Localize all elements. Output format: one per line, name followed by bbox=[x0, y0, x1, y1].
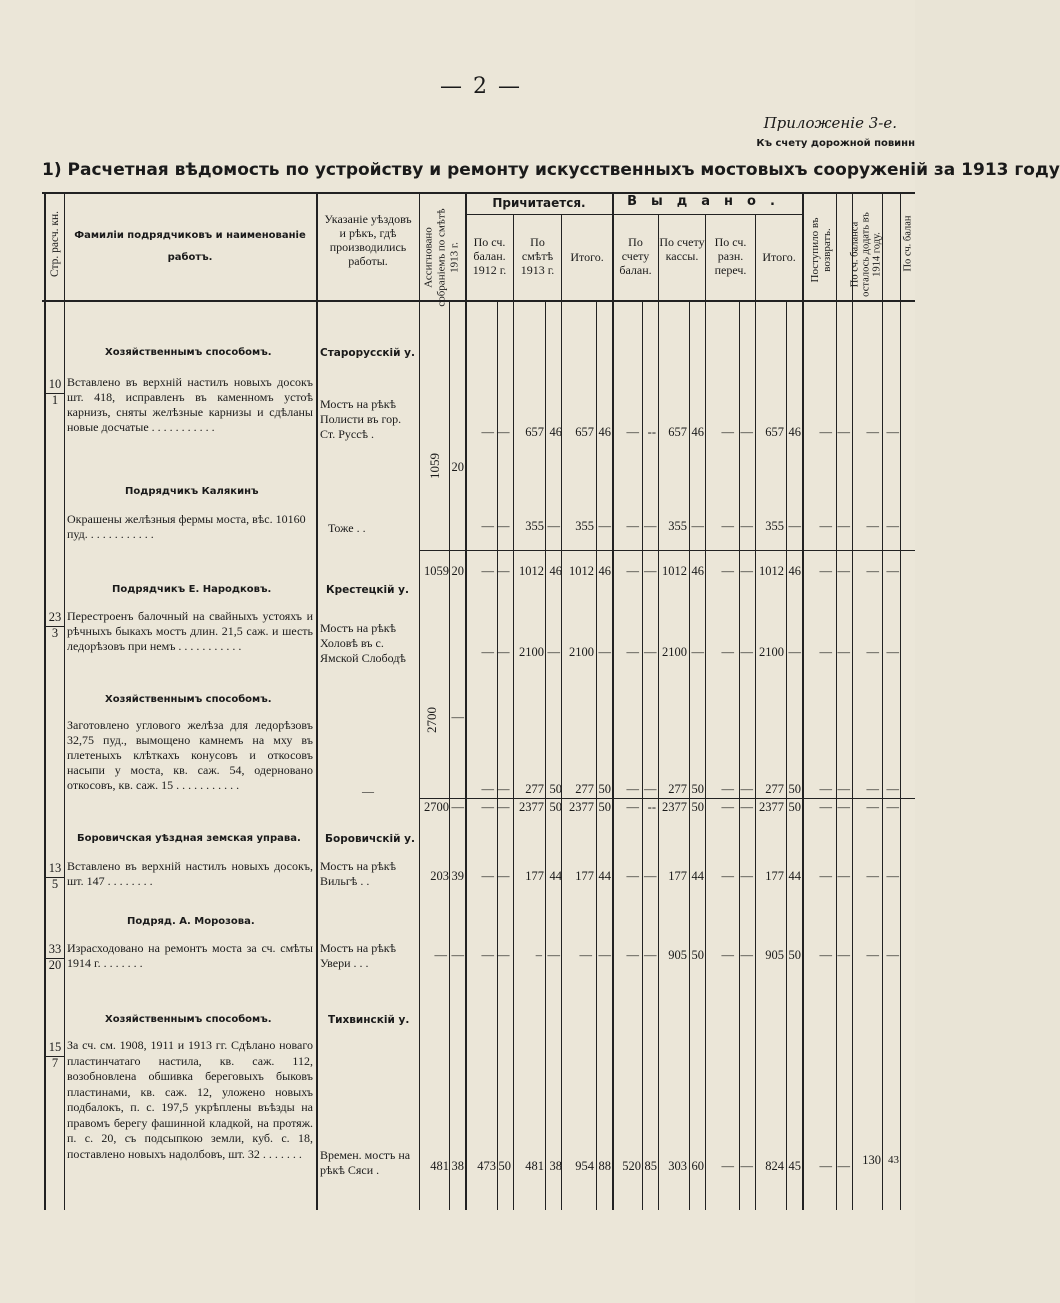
header-last: По сч. балан bbox=[902, 215, 914, 272]
dash: — bbox=[721, 948, 734, 962]
dash: — bbox=[721, 519, 734, 533]
due-value: 2100 bbox=[519, 645, 544, 659]
work-description: Окрашены желѣзныя фермы моста, вѣс. 10160 пуд. . . . . . . . . . . . bbox=[67, 512, 306, 541]
dash: — bbox=[886, 948, 899, 962]
cash-kop: 50 bbox=[691, 948, 704, 962]
dash: — bbox=[819, 782, 832, 796]
dash: — bbox=[497, 800, 510, 814]
dash: — bbox=[547, 519, 560, 533]
subtotal-issued-kop: 46 bbox=[788, 564, 801, 578]
dash: — bbox=[819, 645, 832, 659]
location-text: Мостъ на рѣкѣ Холовѣ въ с. Ямской Слободѣ bbox=[320, 621, 406, 665]
work-description: Израсходовано на ремонтъ моста за сч. смѣты 1914 г. . . . . . . . bbox=[67, 941, 313, 970]
dash: — bbox=[819, 1159, 832, 1173]
dash: — bbox=[740, 782, 753, 796]
dash: — bbox=[626, 425, 639, 439]
dash: — bbox=[451, 710, 464, 724]
location-text: Мостъ на рѣкѣ Полисти въ гор. Ст. Руссѣ . bbox=[320, 397, 402, 441]
issued-value: 355 bbox=[765, 519, 784, 533]
dash: — bbox=[481, 869, 494, 883]
total-value: 177 bbox=[575, 869, 594, 883]
subtotal-due: 2377 bbox=[519, 800, 544, 814]
header-due-est: По смѣтѣ 1913 г. bbox=[520, 235, 555, 277]
section-title: Боровичская уѣздная земская управа. bbox=[77, 833, 301, 844]
dash: — bbox=[721, 1159, 734, 1173]
dash: – bbox=[535, 948, 542, 962]
subtotal-issued: 1012 bbox=[759, 564, 784, 578]
dash: — bbox=[740, 1159, 753, 1173]
dash: — bbox=[819, 800, 832, 814]
dash: — bbox=[497, 782, 510, 796]
issued-value: 2100 bbox=[759, 645, 784, 659]
dash: — bbox=[819, 519, 832, 533]
work-description: Заготовлено углового желѣза для ледорѣзовъ 32,75 пуд., вымощено камнемъ на мху въ плетеныхъ клѣткахъ конусовъ и откосовъ насыпи у моста, кв. саж. 54, одерновано откосовъ, кв. саж. 15 . . . . . . . . . . . bbox=[67, 718, 313, 792]
dash: — bbox=[837, 425, 850, 439]
assigned-value: 203 bbox=[430, 869, 449, 883]
dash: — bbox=[644, 869, 657, 883]
due-value: 481 bbox=[525, 1159, 544, 1173]
dash: — bbox=[886, 869, 899, 883]
balance-kop: 50 bbox=[498, 1159, 511, 1173]
dash: — bbox=[497, 869, 510, 883]
iss-balance-kop: 85 bbox=[644, 1159, 657, 1173]
total-kop: 88 bbox=[598, 1159, 611, 1173]
subtotal-assigned-kop: 20 bbox=[451, 564, 464, 578]
dash: — bbox=[866, 425, 879, 439]
header-str: Стр. расч. кн. bbox=[49, 210, 61, 278]
dash: — bbox=[837, 519, 850, 533]
dash: — bbox=[451, 948, 464, 962]
subtotal-cash: 2377 bbox=[662, 800, 687, 814]
page-number: — 2 — bbox=[440, 74, 522, 99]
ref-b: 3 bbox=[46, 626, 64, 639]
issued-kop: 50 bbox=[788, 782, 801, 796]
assigned-kop: 20 bbox=[451, 460, 464, 474]
dash: — bbox=[497, 645, 510, 659]
location-text: Времен. мостъ на рѣкѣ Сяси . bbox=[320, 1148, 411, 1177]
uezd-title: Крестецкiй у. bbox=[326, 584, 410, 596]
dash: — bbox=[644, 948, 657, 962]
dash: — bbox=[497, 425, 510, 439]
balance-value: 473 bbox=[477, 1159, 496, 1173]
header-location: Указанiе уѣздовъ и рѣкъ, гдѣ производились работы. bbox=[324, 212, 412, 268]
dash: — bbox=[866, 800, 879, 814]
dash: — bbox=[740, 645, 753, 659]
cash-kop: 60 bbox=[691, 1159, 704, 1173]
dash: — bbox=[481, 425, 494, 439]
dash: — bbox=[886, 782, 899, 796]
dash: — bbox=[481, 645, 494, 659]
subtotal-due-kop: 46 bbox=[549, 564, 562, 578]
dash: — bbox=[788, 645, 801, 659]
subtotal-assigned: 1059 bbox=[424, 564, 449, 578]
section-title: Хозяйственнымъ способомъ. bbox=[105, 1014, 272, 1025]
header-iss-misc: По сч. разн. переч. bbox=[714, 235, 747, 277]
total-value: 355 bbox=[575, 519, 594, 533]
dash: — bbox=[626, 800, 639, 814]
dash: — bbox=[837, 782, 850, 796]
header-assigned: Ассигновано собранiемъ по смѣтѣ 1913 г. bbox=[422, 208, 461, 307]
dash: — bbox=[481, 948, 494, 962]
ref-a: 15 bbox=[48, 1040, 62, 1054]
iss-balance-value: 520 bbox=[622, 1159, 641, 1173]
dash: — bbox=[886, 645, 899, 659]
due-value: 657 bbox=[525, 425, 544, 439]
dash: — bbox=[866, 645, 879, 659]
dash: — bbox=[644, 519, 657, 533]
assigned-kop: 39 bbox=[451, 869, 464, 883]
cash-value: 355 bbox=[668, 519, 687, 533]
dash: — bbox=[866, 869, 879, 883]
dash: — bbox=[626, 869, 639, 883]
total-kop: 46 bbox=[598, 425, 611, 439]
due-kop: 46 bbox=[549, 425, 562, 439]
appendix-label: Приложенiе 3-е. bbox=[763, 114, 897, 132]
assigned-value: 481 bbox=[430, 1159, 449, 1173]
subtotal-cash-kop: 46 bbox=[691, 564, 704, 578]
cash-value: 905 bbox=[668, 948, 687, 962]
dash: — bbox=[837, 645, 850, 659]
due-value: 355 bbox=[525, 519, 544, 533]
dash: — bbox=[598, 645, 611, 659]
dash: — bbox=[721, 800, 734, 814]
issued-value: 824 bbox=[765, 1159, 784, 1173]
location-text: Мостъ на рѣкѣ Увери . . . bbox=[320, 941, 397, 970]
dash: — bbox=[866, 948, 879, 962]
section-title: Подряд. А. Морозова. bbox=[127, 916, 255, 927]
cash-kop: 44 bbox=[691, 869, 704, 883]
uezd-title: Старорусскiй у. bbox=[320, 347, 415, 359]
dash: — bbox=[644, 645, 657, 659]
due-value: 277 bbox=[525, 782, 544, 796]
dash: — bbox=[837, 800, 850, 814]
section-title: Хозяйственнымъ способомъ. bbox=[105, 347, 272, 358]
issued-value: 177 bbox=[765, 869, 784, 883]
dash: — bbox=[740, 519, 753, 533]
dash: — bbox=[626, 519, 639, 533]
subtotal-due: 1012 bbox=[519, 564, 544, 578]
dash: — bbox=[740, 869, 753, 883]
location-text: — bbox=[362, 784, 374, 798]
ref-a: 10 bbox=[48, 377, 62, 391]
dash: — bbox=[497, 519, 510, 533]
dash: — bbox=[721, 564, 734, 578]
header-issued: Выдано. bbox=[627, 194, 789, 209]
dash: — bbox=[481, 800, 494, 814]
dash: — bbox=[837, 1159, 850, 1173]
dash: — bbox=[481, 519, 494, 533]
subtotal-issued-kop: 50 bbox=[788, 800, 801, 814]
total-value: 954 bbox=[575, 1159, 594, 1173]
dash: — bbox=[837, 948, 850, 962]
dash: — bbox=[866, 519, 879, 533]
cash-value: 277 bbox=[668, 782, 687, 796]
subtotal-total: 2377 bbox=[569, 800, 594, 814]
dash: — bbox=[837, 564, 850, 578]
due-kop: 44 bbox=[549, 869, 562, 883]
rest-value: 130 bbox=[862, 1153, 881, 1167]
dash: — bbox=[819, 564, 832, 578]
dash: — bbox=[819, 869, 832, 883]
work-description: Вставлено въ верхнiй настилъ новыхъ досокъ шт. 418, исправленъ въ каменномъ устоѣ карнизъ, сняты желѣзные карнизы и сдѣланы новые досчатые . . . . . . . . . . . bbox=[67, 375, 313, 434]
dash: — bbox=[740, 948, 753, 962]
total-kop: 44 bbox=[598, 869, 611, 883]
dash: — bbox=[626, 645, 639, 659]
cash-kop: 50 bbox=[691, 782, 704, 796]
dash: — bbox=[497, 948, 510, 962]
dash: — bbox=[626, 564, 639, 578]
dash: — bbox=[740, 564, 753, 578]
header-iss-bal: По счету балан. bbox=[619, 235, 652, 277]
uezd-title: Тихвинскiй у. bbox=[328, 1014, 410, 1026]
cash-value: 657 bbox=[668, 425, 687, 439]
dash: — bbox=[740, 800, 753, 814]
rest-kop: 43 bbox=[888, 1154, 899, 1166]
account-note: Къ счету дорожной повинн bbox=[756, 138, 915, 149]
header-iss-total: Итого. bbox=[762, 250, 796, 264]
subtotal-total-kop: 46 bbox=[598, 564, 611, 578]
cash-value: 303 bbox=[668, 1159, 687, 1173]
dash: — bbox=[886, 564, 899, 578]
ref-a: 33 bbox=[48, 942, 62, 956]
uezd-title: Боровичскiй у. bbox=[325, 833, 415, 845]
dash: — bbox=[644, 782, 657, 796]
dash: — bbox=[547, 645, 560, 659]
ref-a: 13 bbox=[48, 861, 62, 875]
ref-b: 20 bbox=[46, 958, 64, 971]
dash: — bbox=[837, 869, 850, 883]
assigned-value: 1059 bbox=[427, 453, 442, 479]
subtotal-cash: 1012 bbox=[662, 564, 687, 578]
issued-value: 277 bbox=[765, 782, 784, 796]
dash: — bbox=[819, 948, 832, 962]
dash: -- bbox=[647, 800, 656, 814]
dash: — bbox=[691, 519, 704, 533]
assigned-kop: 38 bbox=[451, 1159, 464, 1173]
dash: — bbox=[579, 948, 592, 962]
dash: — bbox=[721, 645, 734, 659]
issued-value: 657 bbox=[765, 425, 784, 439]
ref-a: 23 bbox=[48, 610, 62, 624]
issued-kop: 50 bbox=[788, 948, 801, 962]
work-description: Вставлено въ верхнiй настилъ новыхъ досокъ, шт. 147 . . . . . . . . bbox=[67, 859, 313, 888]
location-text: Мостъ на рѣкѣ Вильгѣ . . bbox=[320, 859, 397, 888]
total-value: 657 bbox=[575, 425, 594, 439]
ref-b: 5 bbox=[46, 877, 64, 890]
header-returned: Поступило въ возвратъ. bbox=[809, 217, 833, 283]
total-value: 277 bbox=[575, 782, 594, 796]
cash-kop: 46 bbox=[691, 425, 704, 439]
cash-value: 177 bbox=[668, 869, 687, 883]
assigned-value: 2700 bbox=[424, 707, 439, 733]
dash: — bbox=[691, 645, 704, 659]
ref-b: 7 bbox=[46, 1056, 64, 1069]
header-due-bal: По сч. балан. 1912 г. bbox=[472, 235, 507, 277]
page-title: 1) Расчетная вѣдомость по устройству и ремонту искусственныхъ мостовыхъ сооруженiй за 1913 году bbox=[42, 160, 1060, 180]
header-names: Фамилiи подрядчиковъ и наименованiе работъ. bbox=[74, 230, 306, 263]
cash-value: 2100 bbox=[662, 645, 687, 659]
dash: — bbox=[626, 782, 639, 796]
dash: — bbox=[886, 519, 899, 533]
work-description: Перестроенъ балочный на свайныхъ устояхъ и рѣчныхъ быкахъ мостъ длин. 21,5 саж. и шесть ледорѣзовъ при немъ . . . . . . . . . . . bbox=[67, 609, 313, 653]
dash: — bbox=[481, 782, 494, 796]
dash: — bbox=[788, 519, 801, 533]
dash: — bbox=[886, 800, 899, 814]
section-title: Хозяйственнымъ способомъ. bbox=[105, 694, 272, 705]
subtotal-issued: 2377 bbox=[759, 800, 784, 814]
dash: — bbox=[481, 564, 494, 578]
dash: — bbox=[819, 425, 832, 439]
due-kop: 50 bbox=[549, 782, 562, 796]
subtotal-total: 1012 bbox=[569, 564, 594, 578]
header-iss-cash: По счету кассы. bbox=[659, 235, 705, 263]
issued-kop: 46 bbox=[788, 425, 801, 439]
issued-value: 905 bbox=[765, 948, 784, 962]
dash: — bbox=[866, 782, 879, 796]
dash: — bbox=[740, 425, 753, 439]
ref-b: 1 bbox=[46, 393, 64, 406]
section-title: Подрядчикъ Калякинъ bbox=[125, 486, 259, 497]
section-title: Подрядчикъ Е. Народковъ. bbox=[112, 584, 272, 595]
location-text: Тоже . . bbox=[328, 521, 366, 535]
subtotal-cash-kop: 50 bbox=[691, 800, 704, 814]
dash: — bbox=[721, 869, 734, 883]
dash: — bbox=[434, 948, 447, 962]
dash: — bbox=[644, 564, 657, 578]
header-due-total: Итого. bbox=[570, 250, 604, 264]
dash: — bbox=[866, 564, 879, 578]
due-value: 177 bbox=[525, 869, 544, 883]
subtotal-total-kop: 50 bbox=[598, 800, 611, 814]
dash: — bbox=[626, 948, 639, 962]
issued-kop: 44 bbox=[788, 869, 801, 883]
total-kop: 50 bbox=[598, 782, 611, 796]
dash: — bbox=[598, 519, 611, 533]
header-due: Причитается. bbox=[492, 196, 586, 210]
work-description: За сч. см. 1908, 1911 и 1913 гг. Сдѣлано новаго пластинчатаго настила, кв. саж. 112, возобновлена обшивка береговыхъ быковъ пластинами, кв. саж. 12, уложено новыхъ подбалокъ, п. с. 197,5 укрѣплены въѣзды на правомъ берегу фашинной кладкой, на протяж. п. с. 20, съ подсыпкою земли, куб. с. 18, поставлено новыхъ надолбовъ, шт. 32 . . . . . . . bbox=[67, 1038, 313, 1161]
dash: — bbox=[721, 425, 734, 439]
dash: — bbox=[721, 782, 734, 796]
due-kop: 38 bbox=[549, 1159, 562, 1173]
dash: — bbox=[451, 800, 464, 814]
dash: — bbox=[598, 948, 611, 962]
header-balance: По сч. баланса осталось додать въ 1914 году. bbox=[849, 212, 883, 297]
dash: — bbox=[497, 564, 510, 578]
dash: — bbox=[886, 425, 899, 439]
subtotal-due-kop: 50 bbox=[549, 800, 562, 814]
subtotal-assigned: 2700 bbox=[424, 800, 449, 814]
dash: -- bbox=[647, 425, 656, 439]
dash: — bbox=[547, 948, 560, 962]
issued-kop: 45 bbox=[788, 1159, 801, 1173]
total-value: 2100 bbox=[569, 645, 594, 659]
